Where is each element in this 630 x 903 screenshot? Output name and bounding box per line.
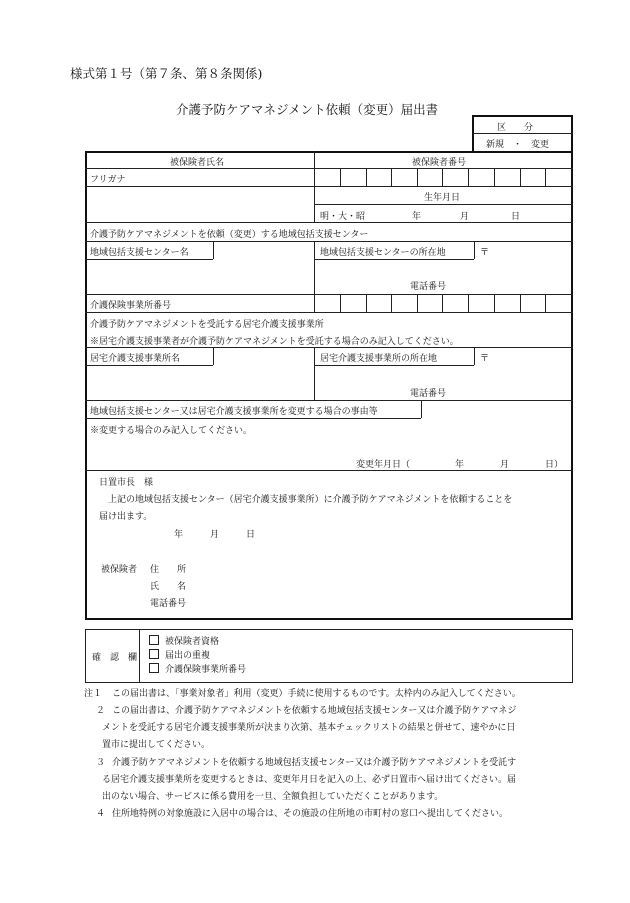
declaration-date[interactable]: 年 月 日 [174, 530, 256, 540]
note-number: ４ [96, 809, 106, 819]
center-name-field[interactable] [87, 260, 313, 293]
note-line: 置市に提出してください。 [102, 740, 211, 750]
checkbox-icon[interactable] [149, 663, 159, 673]
note-number: ３ [96, 758, 106, 768]
office-name-label: 居宅介護支援事業所名 [90, 354, 181, 364]
office-name-field[interactable] [87, 366, 313, 399]
form-number: 様式第１号（第７条、第８条関係) [70, 66, 263, 81]
change-section-note: ※変更する場合のみ記入してください。 [90, 426, 253, 436]
declaration-body-line2: 届け出ます。 [99, 512, 153, 522]
office-number-label: 介護保険事業所番号 [90, 301, 172, 311]
confirmation-label: 確 認 欄 [92, 653, 138, 663]
category-label: 区 分 [497, 123, 534, 133]
declaration-body-line1: 上記の地域包括支援センター（居宅介護支援事業所）に介護予防ケアマネジメントを依頼することを [108, 495, 513, 505]
insured-number-label: 被保険者番号 [412, 158, 467, 168]
category-options[interactable]: 新規 ・ 変更 [486, 140, 550, 150]
confirm-item-duplicate[interactable]: 届出の重複 [149, 648, 210, 661]
furigana-label: フリガナ [90, 175, 126, 185]
office-address-label: 居宅介護支援事業所の所在地 [320, 354, 438, 364]
office-section-heading: 介護予防ケアマネジメントを受託する居宅介護支援事業所 [90, 320, 324, 330]
change-reason-field[interactable] [87, 436, 571, 454]
change-section-heading: 地域包括支援センター又は居宅介護支援事業所を変更する場合の事由等 [90, 407, 378, 417]
center-postal-mark: 〒 [480, 248, 490, 258]
applicant-label: 被保険者 [101, 565, 138, 575]
addressee: 日置市長 様 [99, 478, 154, 488]
note-line: この届出書は、「事業対象者」利用（変更）手続に使用するものです。太枠内のみ記入してください。 [112, 689, 521, 699]
confirm-item-qualification[interactable]: 被保険者資格 [149, 634, 219, 647]
office-section-note: ※居宅介護支援事業者が介護予防ケアマネジメントを受託する場合のみ記入してください。 [90, 337, 459, 347]
note-line: この届出書は、介護予防ケアマネジメントを依頼する地域包括支援センター又は介護予防ケアマネジ [112, 706, 517, 716]
birth-date-label: 生年月日 [424, 193, 461, 203]
confirm-item-office-number[interactable]: 介護保険事業所番号 [149, 662, 246, 675]
insured-name-field[interactable] [87, 187, 313, 221]
change-date-label[interactable]: 変更年月日（ 年 月 日） [356, 460, 564, 470]
center-phone-label: 電話番号 [410, 282, 447, 292]
birth-month-label: 月 [460, 212, 470, 222]
office-postal-mark: 〒 [480, 354, 490, 364]
office-phone-label: 電話番号 [410, 389, 447, 399]
applicant-name-label: 氏 名 [150, 582, 187, 592]
page-title: 介護予防ケアマネジメント依頼（変更）届出書 [176, 102, 439, 117]
checkbox-icon[interactable] [149, 649, 159, 659]
note-line: 介護予防ケアマネジメントを依頼する地域包括支援センター又は介護予防ケアマネジメントを受託す [112, 758, 517, 768]
checkbox-icon[interactable] [149, 635, 159, 645]
center-address-label: 地域包括支援センターの所在地 [320, 248, 446, 258]
birth-era[interactable]: 明・大・昭 [320, 212, 366, 222]
note-number: ２ [96, 706, 106, 716]
applicant-phone-label: 電話番号 [150, 599, 187, 609]
birth-year-label: 年 [412, 212, 422, 222]
note-line: 出のない場合、サービスに係る費用を一旦、全額負担していただくことがあります。 [102, 792, 444, 802]
center-section-heading: 介護予防ケアマネジメントを依頼（変更）する地域包括支援センター [90, 230, 369, 240]
birth-day-label: 日 [511, 212, 521, 222]
center-name-label: 地域包括支援センター名 [90, 248, 189, 258]
note-number: 注１ [84, 689, 103, 699]
note-line: メントを受託する居宅介護支援事業所が決まり次第、基本チェックリストの結果と併せて、速やかに日 [102, 723, 516, 733]
note-line: 住所地特例の対象施設に入居中の場合は、その施設の住所地の市町村の窓口へ提出してください。 [112, 809, 509, 819]
applicant-address-label: 住 所 [150, 565, 187, 575]
insured-name-label: 被保険者氏名 [170, 158, 225, 168]
note-line: る居宅介護支援事業所を変更するときは、変更年月日を記入の上、必ず日置市へ届け出てください。届 [102, 775, 517, 785]
